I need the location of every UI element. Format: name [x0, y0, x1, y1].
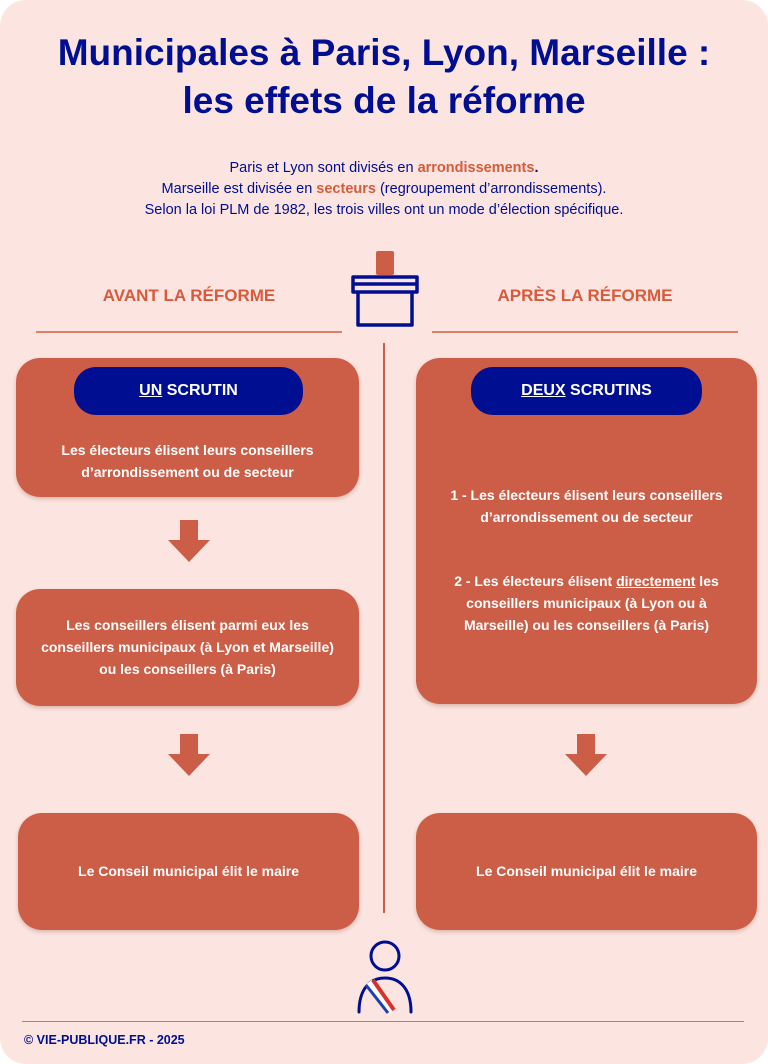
after-point-2-text — [434, 570, 739, 636]
after-step-3-text: Le Conseil municipal élit le maire — [476, 863, 697, 879]
before-step-1-text: Les électeurs élisent leurs conseillers d’arrondissement ou de secteur — [61, 442, 314, 480]
highlight-arrondissements: arrondissements — [417, 160, 535, 176]
pill-emphasis: UN — [139, 382, 163, 399]
after-heading: APRÈS LA RÉFORME — [497, 286, 673, 305]
after-point-2-start: 2 - Les électeurs élisent — [454, 573, 617, 589]
intro-line-1 — [0, 158, 768, 179]
before-step-3-box — [18, 813, 359, 930]
deux-scrutins-pill — [471, 367, 702, 415]
un-scrutin-pill — [74, 367, 303, 415]
down-arrow-icon — [166, 732, 212, 778]
center-divider — [383, 343, 385, 913]
mayor-icon — [352, 938, 418, 1014]
pill-label: SCRUTINS — [565, 382, 652, 399]
before-step-2-text: Les conseillers élisent parmi eux les conseillers municipaux (à Lyon et Marseille) ou les conseillers (à Paris) — [41, 617, 334, 677]
before-step-3-text: Le Conseil municipal élit le maire — [78, 863, 299, 879]
footer-credit: © VIE-PUBLIQUE.FR - 2025 — [24, 1033, 185, 1047]
after-point-2-emphasis: directement — [616, 573, 696, 589]
pill-emphasis: DEUX — [521, 382, 566, 399]
intro-text: (regroupement d’arrondissements). — [375, 181, 607, 197]
before-heading: AVANT LA RÉFORME — [102, 286, 276, 305]
after-point-1-text: 1 - Les électeurs élisent leurs conseillers d’arrondissement ou de secteur — [450, 487, 723, 525]
intro-text: Paris et Lyon sont divisés en — [229, 160, 418, 176]
highlight-secteurs: secteurs — [316, 181, 376, 197]
intro-text: Marseille est divisée en — [161, 181, 317, 197]
ballot-box-icon — [349, 247, 421, 329]
divider-left — [36, 331, 342, 333]
page-title-line-2: les effets de la réforme — [182, 80, 586, 121]
intro-line-3: Selon la loi PLM de 1982, les trois villes ont un mode d’élection spécifique. — [144, 202, 624, 218]
divider-right — [432, 331, 738, 333]
down-arrow-icon — [563, 732, 609, 778]
intro-line-2 — [0, 179, 768, 200]
footer-divider — [22, 1021, 744, 1022]
pill-label: SCRUTIN — [162, 382, 238, 399]
after-step-3-box — [416, 813, 757, 930]
down-arrow-icon — [166, 518, 212, 564]
intro-text: . — [534, 160, 539, 176]
page-title-line-1: Municipales à Paris, Lyon, Marseille : — [57, 32, 711, 73]
before-step-2-box — [16, 589, 359, 706]
after-point-2-end: les conseillers municipaux (à Lyon ou à Marseille) ou les conseillers (à Paris) — [463, 573, 719, 633]
